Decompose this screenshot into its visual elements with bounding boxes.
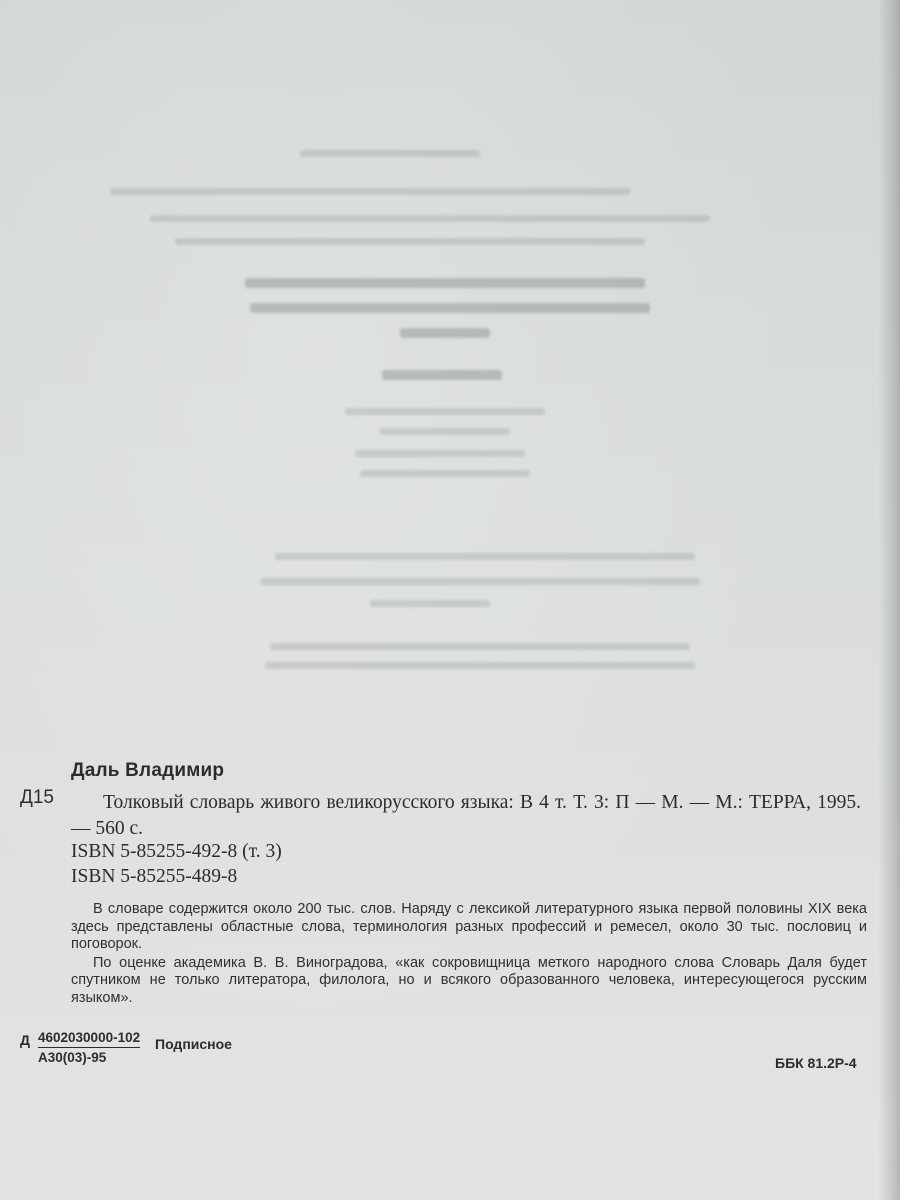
isbn-volume: ISBN 5-85255-492-8 (т. 3) — [71, 841, 282, 862]
page-edge-shadow — [878, 0, 900, 1200]
title-description: Толковый словарь живого великорусского языка: В 4 т. Т. 3: П — М. — М.: ТЕРРА, 1995. — 560 с. — [71, 792, 861, 839]
author-name: Даль Владимир — [71, 760, 225, 781]
annotation-paragraph: По оценке академика В. В. Виноградова, «как сокровищница меткого народного слова Словарь Даля будет спутником не только литератора, филолога, но и всякого образованного человека, интересующегося русским языком». — [71, 954, 867, 1006]
annotation — [71, 901, 867, 1007]
index-denominator: А30(03)-95 — [38, 1050, 107, 1065]
index-letter: Д — [20, 1032, 30, 1048]
annotation-paragraph: В словаре содержится около 200 тыс. слов. Наряду с лексикой литературного языка первой половины XIX века здесь представлены областные слова, терминология разных профессий и ремесел, около 30 тыс. пословиц и поговорок. — [71, 901, 867, 952]
isbn-set: ISBN 5-85255-489-8 — [71, 866, 238, 887]
publishing-index — [38, 1029, 140, 1067]
index-numerator: 4602030000-102 — [38, 1029, 140, 1048]
bbk-code: ББК 81.2Р-4 — [775, 1055, 857, 1071]
classification-code: Д15 — [20, 787, 55, 808]
subscription-label: Подписное — [155, 1036, 232, 1052]
